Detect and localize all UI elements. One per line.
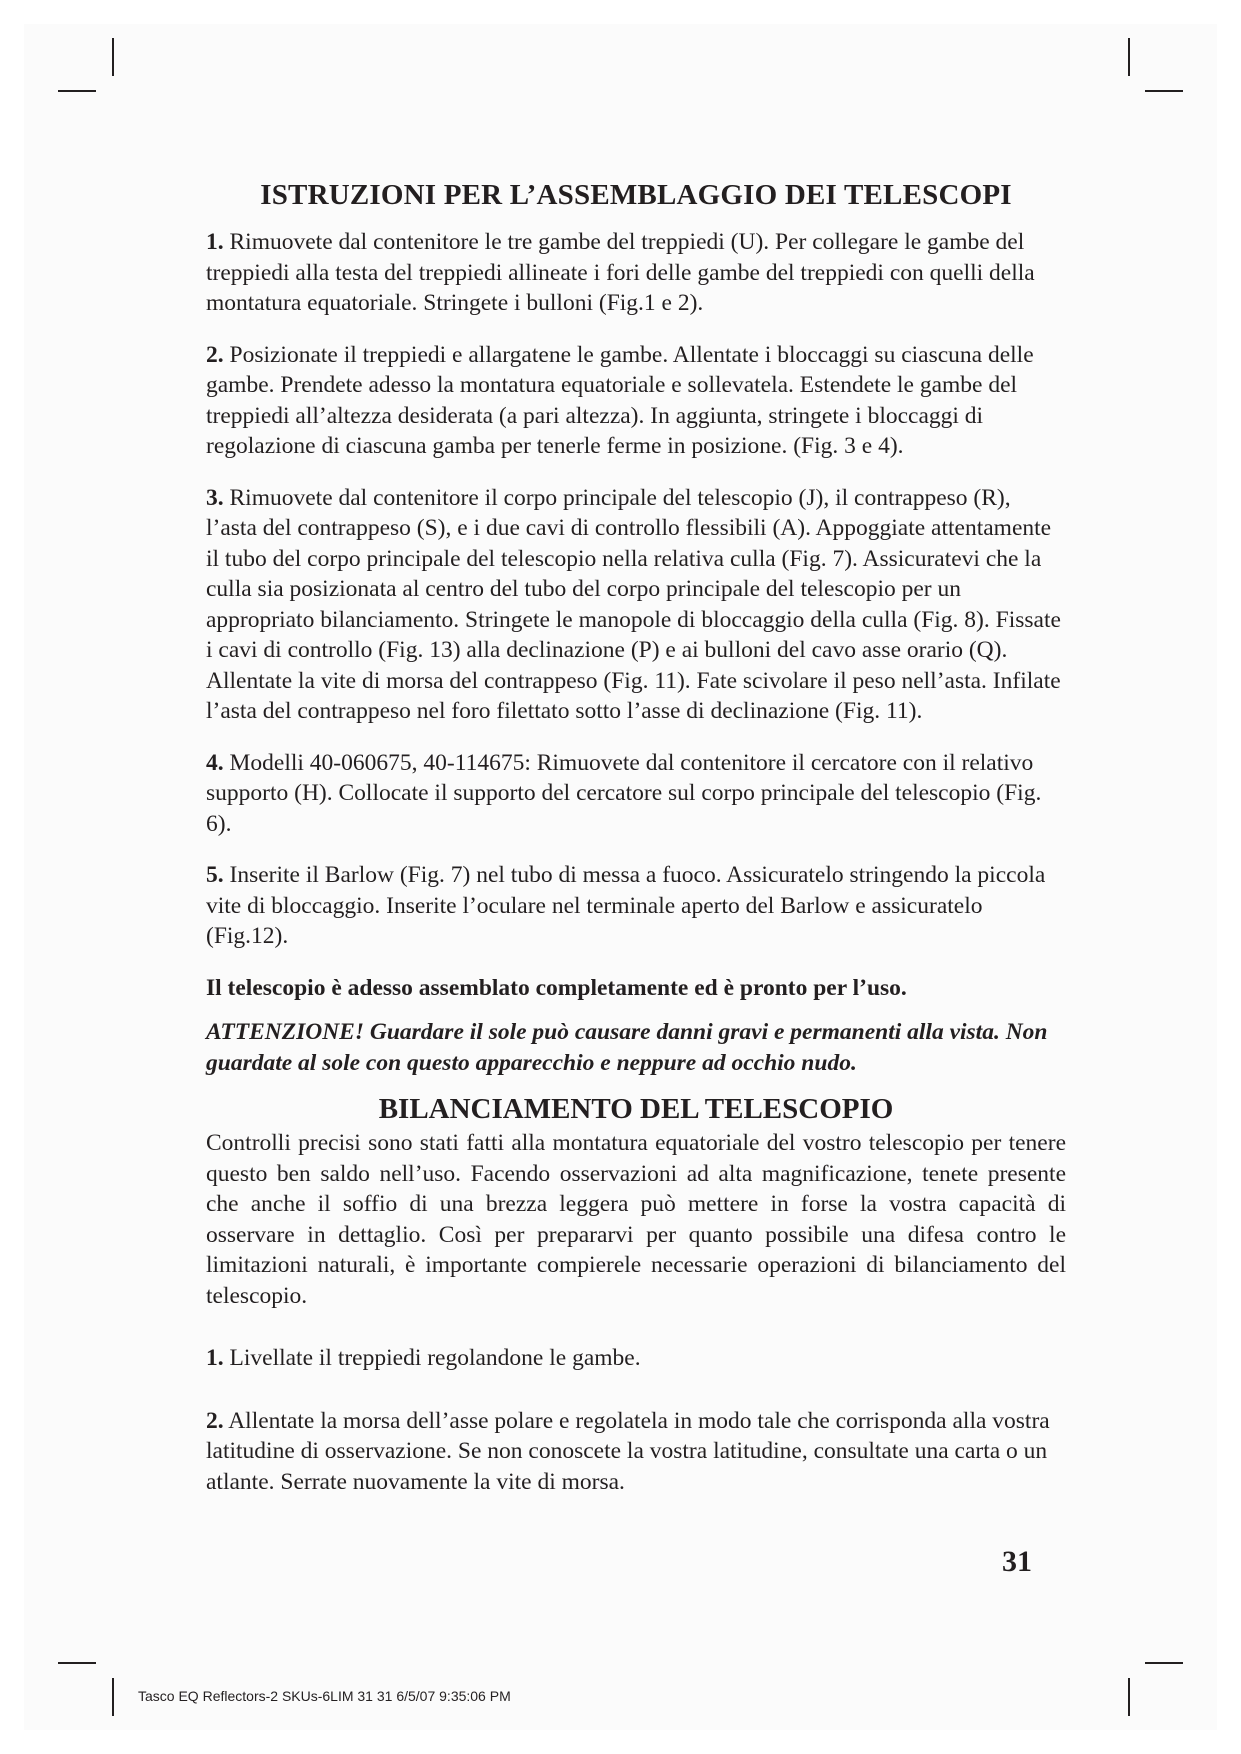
crop-mark <box>58 90 96 92</box>
step-number: 2. <box>206 1407 224 1434</box>
page-number: 31 <box>1002 1545 1032 1578</box>
print-slug-footer: Tasco EQ Reflectors-2 SKUs-6LIM 31 31 6/5/07 9:35:06 PM <box>138 1688 511 1704</box>
section-title-balancing: BILANCIAMENTO DEL TELESCOPIO <box>378 1093 894 1125</box>
step-text: Modelli 40-060675, 40-114675: Rimuovete dal contenitore il cercatore con il relativo supporto (H). Collocate il supporto del cercatore sul corpo principale del telescopio (Fig. 6). <box>206 749 1042 837</box>
step-number: 4. <box>206 749 224 776</box>
step-number: 1. <box>206 229 224 255</box>
step-text: Posizionate il treppiedi e allargatene le gambe. Allentate i bloccaggi su ciascuna delle gambe. Prendete adesso la montatura equatoriale e sollevatela. Estendete le gambe del treppiedi all’altezza desiderata (a pari altezza). In aggiunta, stringete i bloccaggi di regolazione di ciascuna gamba per tenerle ferme in posizione. (Fig. 3 e 4). <box>206 341 1034 459</box>
balancing-step-2 <box>206 1406 1066 1498</box>
crop-mark <box>1145 1662 1183 1664</box>
balancing-intro: Controlli precisi sono stati fatti alla montatura equatoriale del vostro telescopio per tenere questo ben saldo nell’uso. Facendo osservazioni ad alta magnificazione, tenete presente che anche il soffio di una brezza leggera può mettere in forse la vostra capacità di osservare in dettaglio. Così per prepararvi per quanto possibile una difesa contro le limitazioni naturali, è importante compierele necessarie operazioni di bilanciamento del telescopio. <box>206 1130 1066 1309</box>
page-content <box>206 178 1066 1518</box>
step-number: 2. <box>206 341 224 368</box>
step-text: Allentate la morsa dell’asse polare e regolatela in modo tale che corrisponda alla vostra latitudine di osservazione. Se non conoscete la vostra latitudine, consultate una carta o un atlante. Serrate nuovamente la vite di morsa. <box>206 1407 1050 1495</box>
crop-mark <box>1145 90 1183 92</box>
crop-mark <box>112 1678 114 1716</box>
step-4 <box>206 748 1066 840</box>
crop-mark <box>112 38 114 76</box>
page-title: ISTRUZIONI PER L’ASSEMBLAGGIO DEI TELESCOPI <box>260 179 1012 211</box>
crop-mark <box>58 1662 96 1664</box>
sun-warning: ATTENZIONE! Guardare il sole può causare danni gravi e permanenti alla vista. Non guardate al sole con questo apparecchio e neppure ad occhio nudo. <box>206 1019 1048 1076</box>
crop-mark <box>1128 38 1130 76</box>
step-number: 1. <box>206 1345 224 1371</box>
balancing-step-1 <box>206 1343 1066 1374</box>
step-5 <box>206 860 1066 952</box>
step-3 <box>206 483 1066 727</box>
step-number: 5. <box>206 862 224 888</box>
step-1 <box>206 227 1066 319</box>
ready-note: Il telescopio è adesso assemblato completamente ed è pronto per l’uso. <box>206 974 907 1001</box>
crop-mark <box>1128 1678 1130 1716</box>
step-text: Rimuovete dal contenitore il corpo principale del telescopio (J), il contrappeso (R), l’asta del contrappeso (S), e i due cavi di controllo flessibili (A). Appoggiate attentamente il tubo del corpo principale del telescopio nella relativa culla (Fig. 7). Assicuratevi che la culla sia posizionata al centro del tubo del corpo principale del telescopio per un appropriato bilanciamento. Stringete le manopole di bloccaggio della culla (Fig. 8). Fissate i cavi di controllo (Fig. 13) alla declinazione (P) e ai bulloni del cavo asse orario (Q). Allentate la vite di morsa del contrappeso (Fig. 11). Fate scivolare il peso nell’asta. Infilate l’asta del contrappeso nel foro filettato sotto l’asse di declinazione (Fig. 11). <box>206 484 1061 724</box>
step-number: 3. <box>206 484 224 511</box>
step-2 <box>206 340 1066 462</box>
step-text: Inserite il Barlow (Fig. 7) nel tubo di messa a fuoco. Assicuratelo stringendo la piccola vite di bloccaggio. Inserite l’oculare nel terminale aperto del Barlow e assicuratelo (Fig.12). <box>206 862 1046 949</box>
step-text: Rimuovete dal contenitore le tre gambe del treppiedi (U). Per collegare le gambe del treppiedi alla testa del treppiedi allineate i fori delle gambe del treppiedi con quelli della montatura equatoriale. Stringete i bulloni (Fig.1 e 2). <box>206 229 1035 316</box>
step-text: Livellate il treppiedi regolandone le gambe. <box>223 1345 641 1371</box>
